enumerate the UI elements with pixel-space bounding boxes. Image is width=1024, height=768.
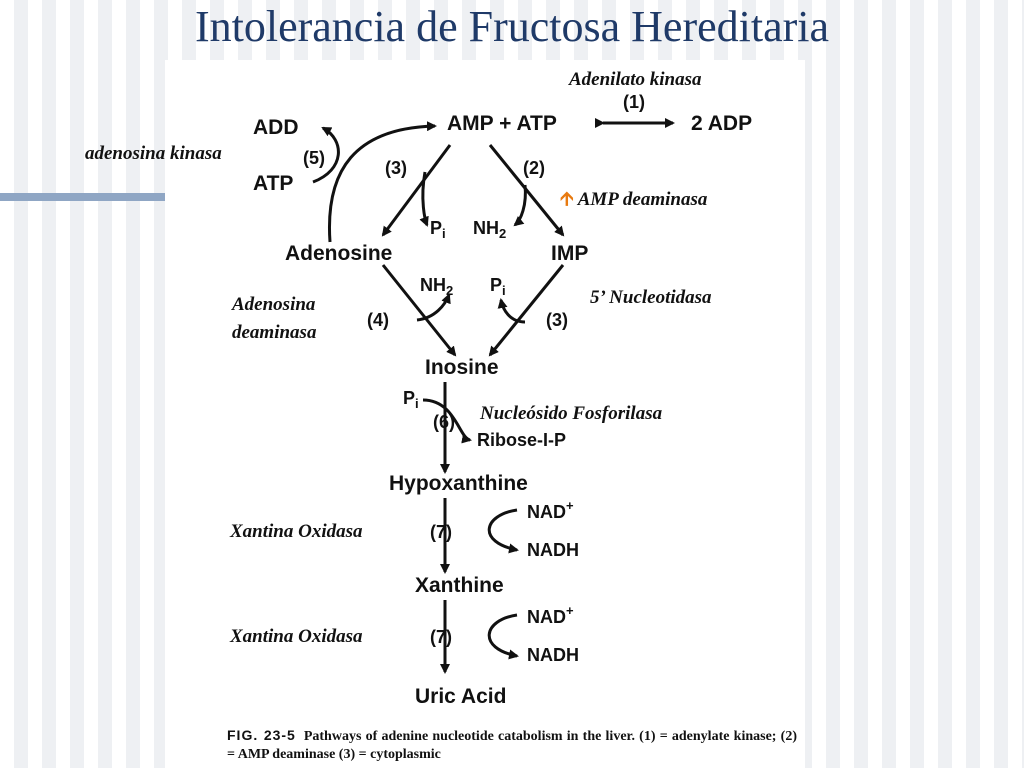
nh2-label-2: $NH_2$ (420, 275, 454, 298)
step-4-label: (4) (367, 310, 389, 330)
step-1-label: (1) (623, 92, 645, 112)
figure-caption-text: Pathways of adenine nucleotide catabolism in the liver. (1) = adenylate kinase; (2) = AMP deaminase (3) = cytoplasmic (227, 729, 797, 762)
decorative-bar (0, 193, 165, 201)
nh2-label-1: $NH_2$ (473, 218, 507, 241)
enzyme-adenosina-deaminasa-line2: deaminasa (232, 322, 317, 343)
pi-label-3: $P_i$ (403, 388, 419, 411)
enzyme-amp-deaminasa (560, 185, 707, 217)
node-hypoxanthine: Hypoxanthine (389, 472, 528, 495)
node-atp: ATP (253, 172, 294, 195)
step-6-label: (6) (433, 412, 455, 432)
enzyme-adenosina-kinasa: adenosina kinasa (85, 143, 222, 164)
figure-caption (227, 726, 797, 764)
slide-title: Intolerancia de Fructosa Hereditaria (194, 2, 830, 51)
enzyme-xantina-oxidasa-2: Xantina Oxidasa (230, 626, 363, 647)
product-ribose-ip: Ribose-I-P (477, 430, 567, 450)
node-uric-acid: Uric Acid (415, 685, 507, 708)
pi-label-2: $P_i$ (490, 275, 506, 298)
step-7a-label: (7) (430, 522, 452, 542)
step-5-label: (5) (303, 148, 325, 168)
curve-pi-release-2 (501, 300, 525, 322)
enzyme-adenilato-kinasa: Adenilato kinasa (569, 69, 702, 90)
enzyme-xantina-oxidasa-1: Xantina Oxidasa (230, 521, 363, 542)
nadh-label-2: NADH (527, 645, 579, 665)
step-3-imp-label: (3) (546, 310, 568, 330)
curve-nh2-release (515, 185, 525, 225)
node-adenosine: Adenosine (285, 242, 393, 265)
figure-number: FIG. 23-5 (227, 727, 296, 743)
step-2-label: (2) (523, 158, 545, 178)
enzyme-amp-deaminasa-text: AMP deaminasa (577, 189, 708, 210)
step-7b-label: (7) (430, 627, 452, 647)
curve-pi-release-1 (423, 172, 427, 225)
pi-label-1: $P_i$ (430, 218, 446, 241)
enzyme-5-nucleotidasa: 5’ Nucleotidasa (590, 287, 712, 308)
node-inosine: Inosine (425, 356, 499, 379)
enzyme-nucleosido-fosforilasa: Nucleósido Fosforilasa (480, 403, 663, 424)
up-arrow-icon: 🡩 (560, 189, 574, 210)
node-amp-atp: AMP + ATP (447, 112, 557, 135)
nad-label-2: NAD+ (527, 603, 574, 627)
nad-label-1: NAD+ (527, 498, 574, 522)
node-imp: IMP (551, 242, 589, 265)
curve-nad-nadh-2 (489, 615, 517, 656)
node-add: ADD (253, 116, 299, 139)
node-xanthine: Xanthine (415, 574, 504, 597)
curve-nad-nadh-1 (489, 510, 517, 550)
curve-nh2-release-2 (417, 295, 449, 320)
pathway-figure (85, 60, 805, 768)
node-2-adp: 2 ADP (691, 112, 753, 135)
nadh-label-1: NADH (527, 540, 579, 560)
step-3-amp-label: (3) (385, 158, 407, 178)
enzyme-adenosina-deaminasa-line1: Adenosina (232, 294, 316, 315)
